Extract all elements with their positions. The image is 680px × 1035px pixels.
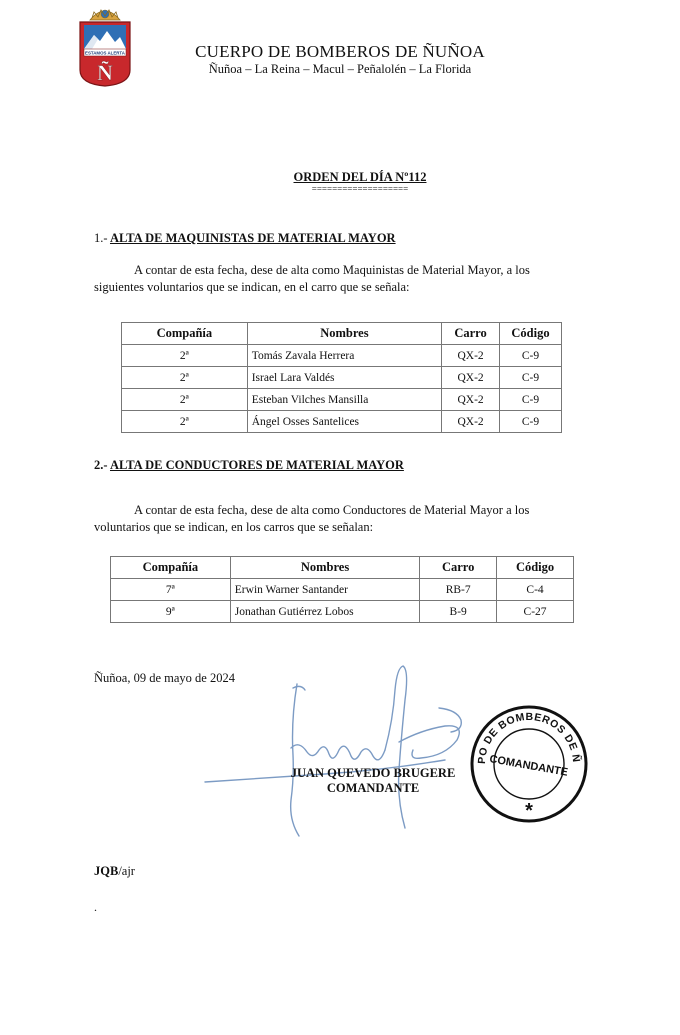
cell-nombres: Ángel Osses Santelices [247, 411, 441, 433]
column-header-compania: Compañía [111, 557, 231, 579]
cell-compania: 2ª [122, 345, 248, 367]
seal-ring-text: PO DE BOMBEROS DE Ñ [475, 710, 583, 765]
table-row [122, 345, 562, 367]
column-header-nombres: Nombres [247, 323, 441, 345]
cell-codigo: C-9 [500, 345, 562, 367]
crest-letter: Ñ [97, 60, 113, 85]
cell-nombres: Erwin Warner Santander [230, 579, 419, 601]
cell-codigo: C-4 [497, 579, 574, 601]
official-seal [468, 703, 590, 825]
cell-compania: 7ª [111, 579, 231, 601]
table-header-row [122, 323, 562, 345]
seal-center-text: COMANDANTE [488, 753, 569, 779]
signer-name: JUAN QUEVEDO BRUGERE [290, 766, 456, 780]
cell-nombres: Esteban Vilches Mansilla [247, 389, 441, 411]
cell-codigo: C-9 [500, 411, 562, 433]
table-row [111, 601, 574, 623]
cell-codigo: C-27 [497, 601, 574, 623]
cell-compania: 2ª [122, 411, 248, 433]
initials-typist: /ajr [118, 864, 135, 878]
section-2-heading [94, 458, 404, 473]
table-row [122, 389, 562, 411]
organization-name: CUERPO DE BOMBEROS DE ÑUÑOA [195, 42, 485, 61]
organization-communes: Ñuñoa – La Reina – Macul – Peñalolén – La Florida [208, 62, 472, 76]
machinists-table [121, 322, 562, 433]
section-1-paragraph: A contar de esta fecha, dese de alta como Maquinistas de Material Mayor, a los siguientes voluntarios que se indican, en el carro que se señala: [94, 263, 530, 294]
fire-department-crest [74, 4, 136, 88]
trailing-dot: . [94, 900, 97, 914]
cell-carro: QX-2 [442, 367, 500, 389]
column-header-nombres: Nombres [230, 557, 419, 579]
order-title: ORDEN DEL DÍA Nº112 [293, 170, 427, 184]
place-and-date: Ñuñoa, 09 de mayo de 2024 [94, 671, 235, 685]
column-header-compania: Compañía [122, 323, 248, 345]
column-header-carro: Carro [442, 323, 500, 345]
column-header-carro: Carro [420, 557, 497, 579]
cell-compania: 2ª [122, 367, 248, 389]
section-2-number: 2.- [94, 458, 108, 472]
table-row [111, 579, 574, 601]
section-1-number: 1.- [94, 231, 108, 245]
initials-signer: JQB [94, 864, 119, 878]
cell-nombres: Israel Lara Valdés [247, 367, 441, 389]
cell-codigo: C-9 [500, 367, 562, 389]
cell-carro: QX-2 [442, 411, 500, 433]
column-header-codigo: Código [497, 557, 574, 579]
reference-initials [94, 864, 135, 879]
cell-compania: 2ª [122, 389, 248, 411]
section-1-title: ALTA DE MAQUINISTAS DE MATERIAL MAYOR [109, 231, 396, 245]
table-row [122, 367, 562, 389]
table-row [122, 411, 562, 433]
column-header-codigo: Código [500, 323, 562, 345]
section-2-paragraph: A contar de esta fecha, dese de alta como Conductores de Material Mayor a los voluntarios que se indican, en los carros que se señalan: [94, 503, 530, 534]
cell-carro: B-9 [420, 601, 497, 623]
crest-motto: ESTAMOS ALERTA [85, 50, 125, 56]
cell-nombres: Tomás Zavala Herrera [247, 345, 441, 367]
signer-title: COMANDANTE [326, 781, 420, 795]
seal-star: * [525, 800, 533, 822]
cell-nombres: Jonathan Gutiérrez Lobos [230, 601, 419, 623]
cell-codigo: C-9 [500, 389, 562, 411]
cell-carro: QX-2 [442, 389, 500, 411]
cell-compania: 9ª [111, 601, 231, 623]
svg-text:CUERPO DE BOMBEROS DE ÑUÑOA [468, 703, 583, 764]
cell-carro: QX-2 [442, 345, 500, 367]
section-1-heading [94, 231, 396, 246]
cell-carro: RB-7 [420, 579, 497, 601]
section-2-title: ALTA DE CONDUCTORES DE MATERIAL MAYOR [109, 458, 404, 472]
table-header-row [111, 557, 574, 579]
drivers-table [110, 556, 574, 623]
handwritten-signature [195, 660, 485, 840]
order-title-rule: =================== [311, 184, 409, 194]
